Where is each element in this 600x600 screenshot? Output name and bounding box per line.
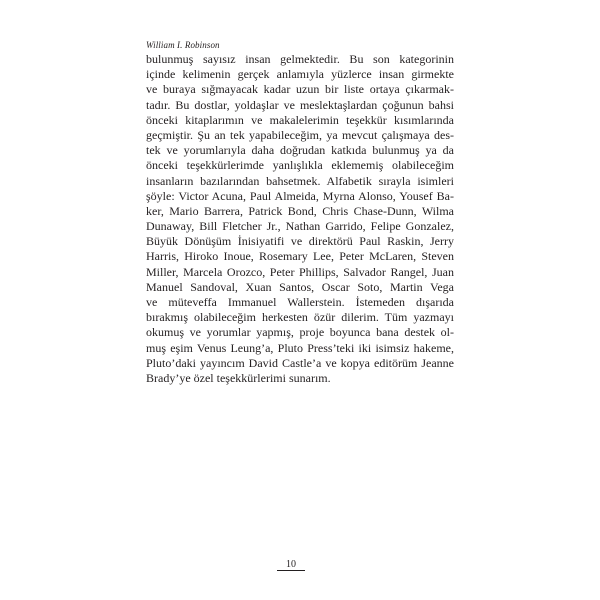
text-line: Miller, Marcela Orozco, Peter Phillips, Salvador Rangel, Juan	[146, 264, 454, 279]
text-line: Dunaway, Bill Fletcher Jr., Nathan Garrido, Felipe Gonzalez,	[146, 219, 454, 234]
text-line: tek ve yorumlarıyla daha doğrudan katkıda bulunmuş ya da	[146, 143, 454, 158]
text-line: Harris, Hiroko Inoue, Rosemary Lee, Peter McLaren, Steven	[146, 249, 454, 264]
text-line: bulunmuş sayısız insan gelmektedir. Bu son kategorinin	[146, 52, 454, 66]
text-line: tadır. Bu dostlar, yoldaşlar ve meslektaşlardan çoğunun bahsi	[146, 97, 454, 112]
page-number-rule	[277, 570, 305, 571]
text-line: Büyük Dönüşüm İnisiyatifi ve direktörü Paul Raskin, Jerry	[146, 234, 454, 249]
text-line: bırakmış olabileceğim herkesten özür dilerim. Tüm yazmayı	[146, 310, 454, 325]
text-line: ve müteveffa Immanuel Wallerstein. İstemeden dışarıda	[146, 295, 454, 309]
text-line: geçmiştir. Şu an tek yapabileceğim, ya mevcut çalışmaya des-	[146, 127, 454, 142]
text-line: okumuş ve yorumlar yapmış, proje boyunca bana destek ol-	[146, 325, 454, 340]
text-line: ker, Mario Barrera, Patrick Bond, Chris Chase-Dunn, Wilma	[146, 203, 454, 218]
text-line-last: Brady’ye özel teşekkürlerimi sunarım.	[146, 370, 331, 385]
text-line: insanların bazılarından bahsetmek. Alfabetik sırayla isimleri	[146, 173, 454, 188]
text-line: önceki kitaplarımın ve makalelerimin teşekkür kısımlarında	[146, 112, 454, 127]
text-line: ve buraya sığmayacak kadar uzun bir liste ortaya çıkarmak-	[146, 82, 454, 97]
text-line: muş eşim Venus Leung’a, Pluto Press’teki iki isimsiz hakeme,	[146, 340, 454, 355]
text-line: Pluto’daki yayıncım David Castle’a ve kopya editörüm Jeanne	[146, 355, 454, 370]
running-header-author: William I. Robinson	[146, 40, 220, 50]
text-line: Manuel Sandoval, Xuan Santos, Oscar Soto, Martin Vega	[146, 279, 454, 294]
body-paragraph	[146, 52, 454, 386]
text-line: şöyle: Victor Acuna, Paul Almeida, Myrna Alonso, Yousef Ba-	[146, 188, 454, 203]
text-line: önceki teşekkürlerimde yanlışlıkla eklememiş olabileceğim	[146, 158, 454, 173]
page-number: 10	[286, 559, 296, 570]
text-line: içinde kelimenin gerçek anlamıyla yüzlerce insan girmekte	[146, 67, 454, 82]
